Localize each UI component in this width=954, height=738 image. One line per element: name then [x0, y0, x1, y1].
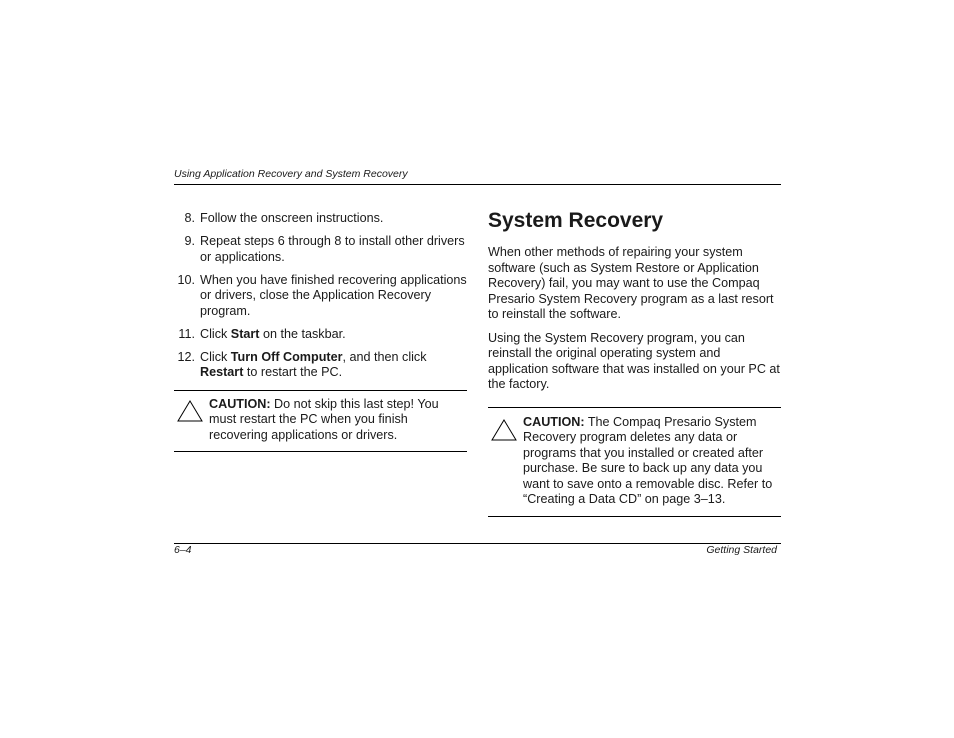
- list-item: [174, 211, 467, 227]
- section-title: System Recovery: [488, 209, 664, 232]
- turn-off-computer-term: Turn Off Computer: [230, 349, 343, 364]
- paragraph: Using the System Recovery program, you can reinstall the original operating system and application software that was installed on your PC at the factory.: [488, 330, 780, 391]
- step-number: 10.: [177, 272, 195, 287]
- caution-label: CAUTION:: [523, 414, 585, 429]
- caution-text: Do not skip this last step! You must restart the PC when you finish recovering applications or drivers.: [209, 396, 439, 442]
- caution-text: The Compaq Presario System Recovery program deletes any data or programs that you installed or created after purchase. Be sure to back up any data you want to save onto a removable disc. Refer to “Creating a Data CD” on page 3–13.: [523, 414, 773, 506]
- step-text-post: to restart the PC.: [243, 365, 343, 379]
- restart-term: Restart: [200, 365, 244, 379]
- caution-box: [488, 407, 781, 517]
- list-item: [174, 234, 467, 265]
- page-number: 6–4: [174, 544, 192, 556]
- header-rule: [174, 184, 781, 185]
- caution-label: CAUTION:: [209, 396, 271, 411]
- step-text-pre: Click: [200, 326, 231, 341]
- step-text-pre: Click: [200, 349, 231, 364]
- step-number: 9.: [184, 234, 195, 248]
- start-term: Start: [230, 326, 260, 341]
- caution-triangle-icon: [176, 399, 204, 423]
- left-column: [174, 211, 467, 452]
- list-item: [174, 350, 467, 381]
- step-text: Follow the onscreen instructions.: [200, 211, 384, 225]
- step-text-post: on the taskbar.: [259, 326, 346, 341]
- running-header: Using Application Recovery and System Recovery: [174, 168, 408, 180]
- step-text: Repeat steps 6 through 8 to install other drivers or applications.: [200, 234, 465, 264]
- list-item: [174, 273, 467, 320]
- footer-rule: [174, 543, 781, 544]
- list-item: [174, 327, 467, 343]
- step-number: 12.: [177, 349, 195, 364]
- steps-list: [174, 211, 467, 381]
- right-column: [488, 207, 781, 517]
- caution-triangle-icon: [490, 418, 518, 442]
- step-number: 8.: [184, 211, 195, 225]
- step-number: 11.: [178, 326, 195, 341]
- step-text: When you have finished recovering applications or drivers, close the Application Recovery program.: [200, 272, 467, 318]
- paragraph: When other methods of repairing your system software (such as System Restore or Application Recovery) fail, you may want to use the Compaq Presario System Recovery program as a last resort to reinstall the software.: [488, 245, 774, 321]
- footer-book-title: Getting Started: [706, 544, 777, 556]
- step-text-mid: , and then click: [342, 349, 427, 364]
- caution-box: [174, 390, 467, 452]
